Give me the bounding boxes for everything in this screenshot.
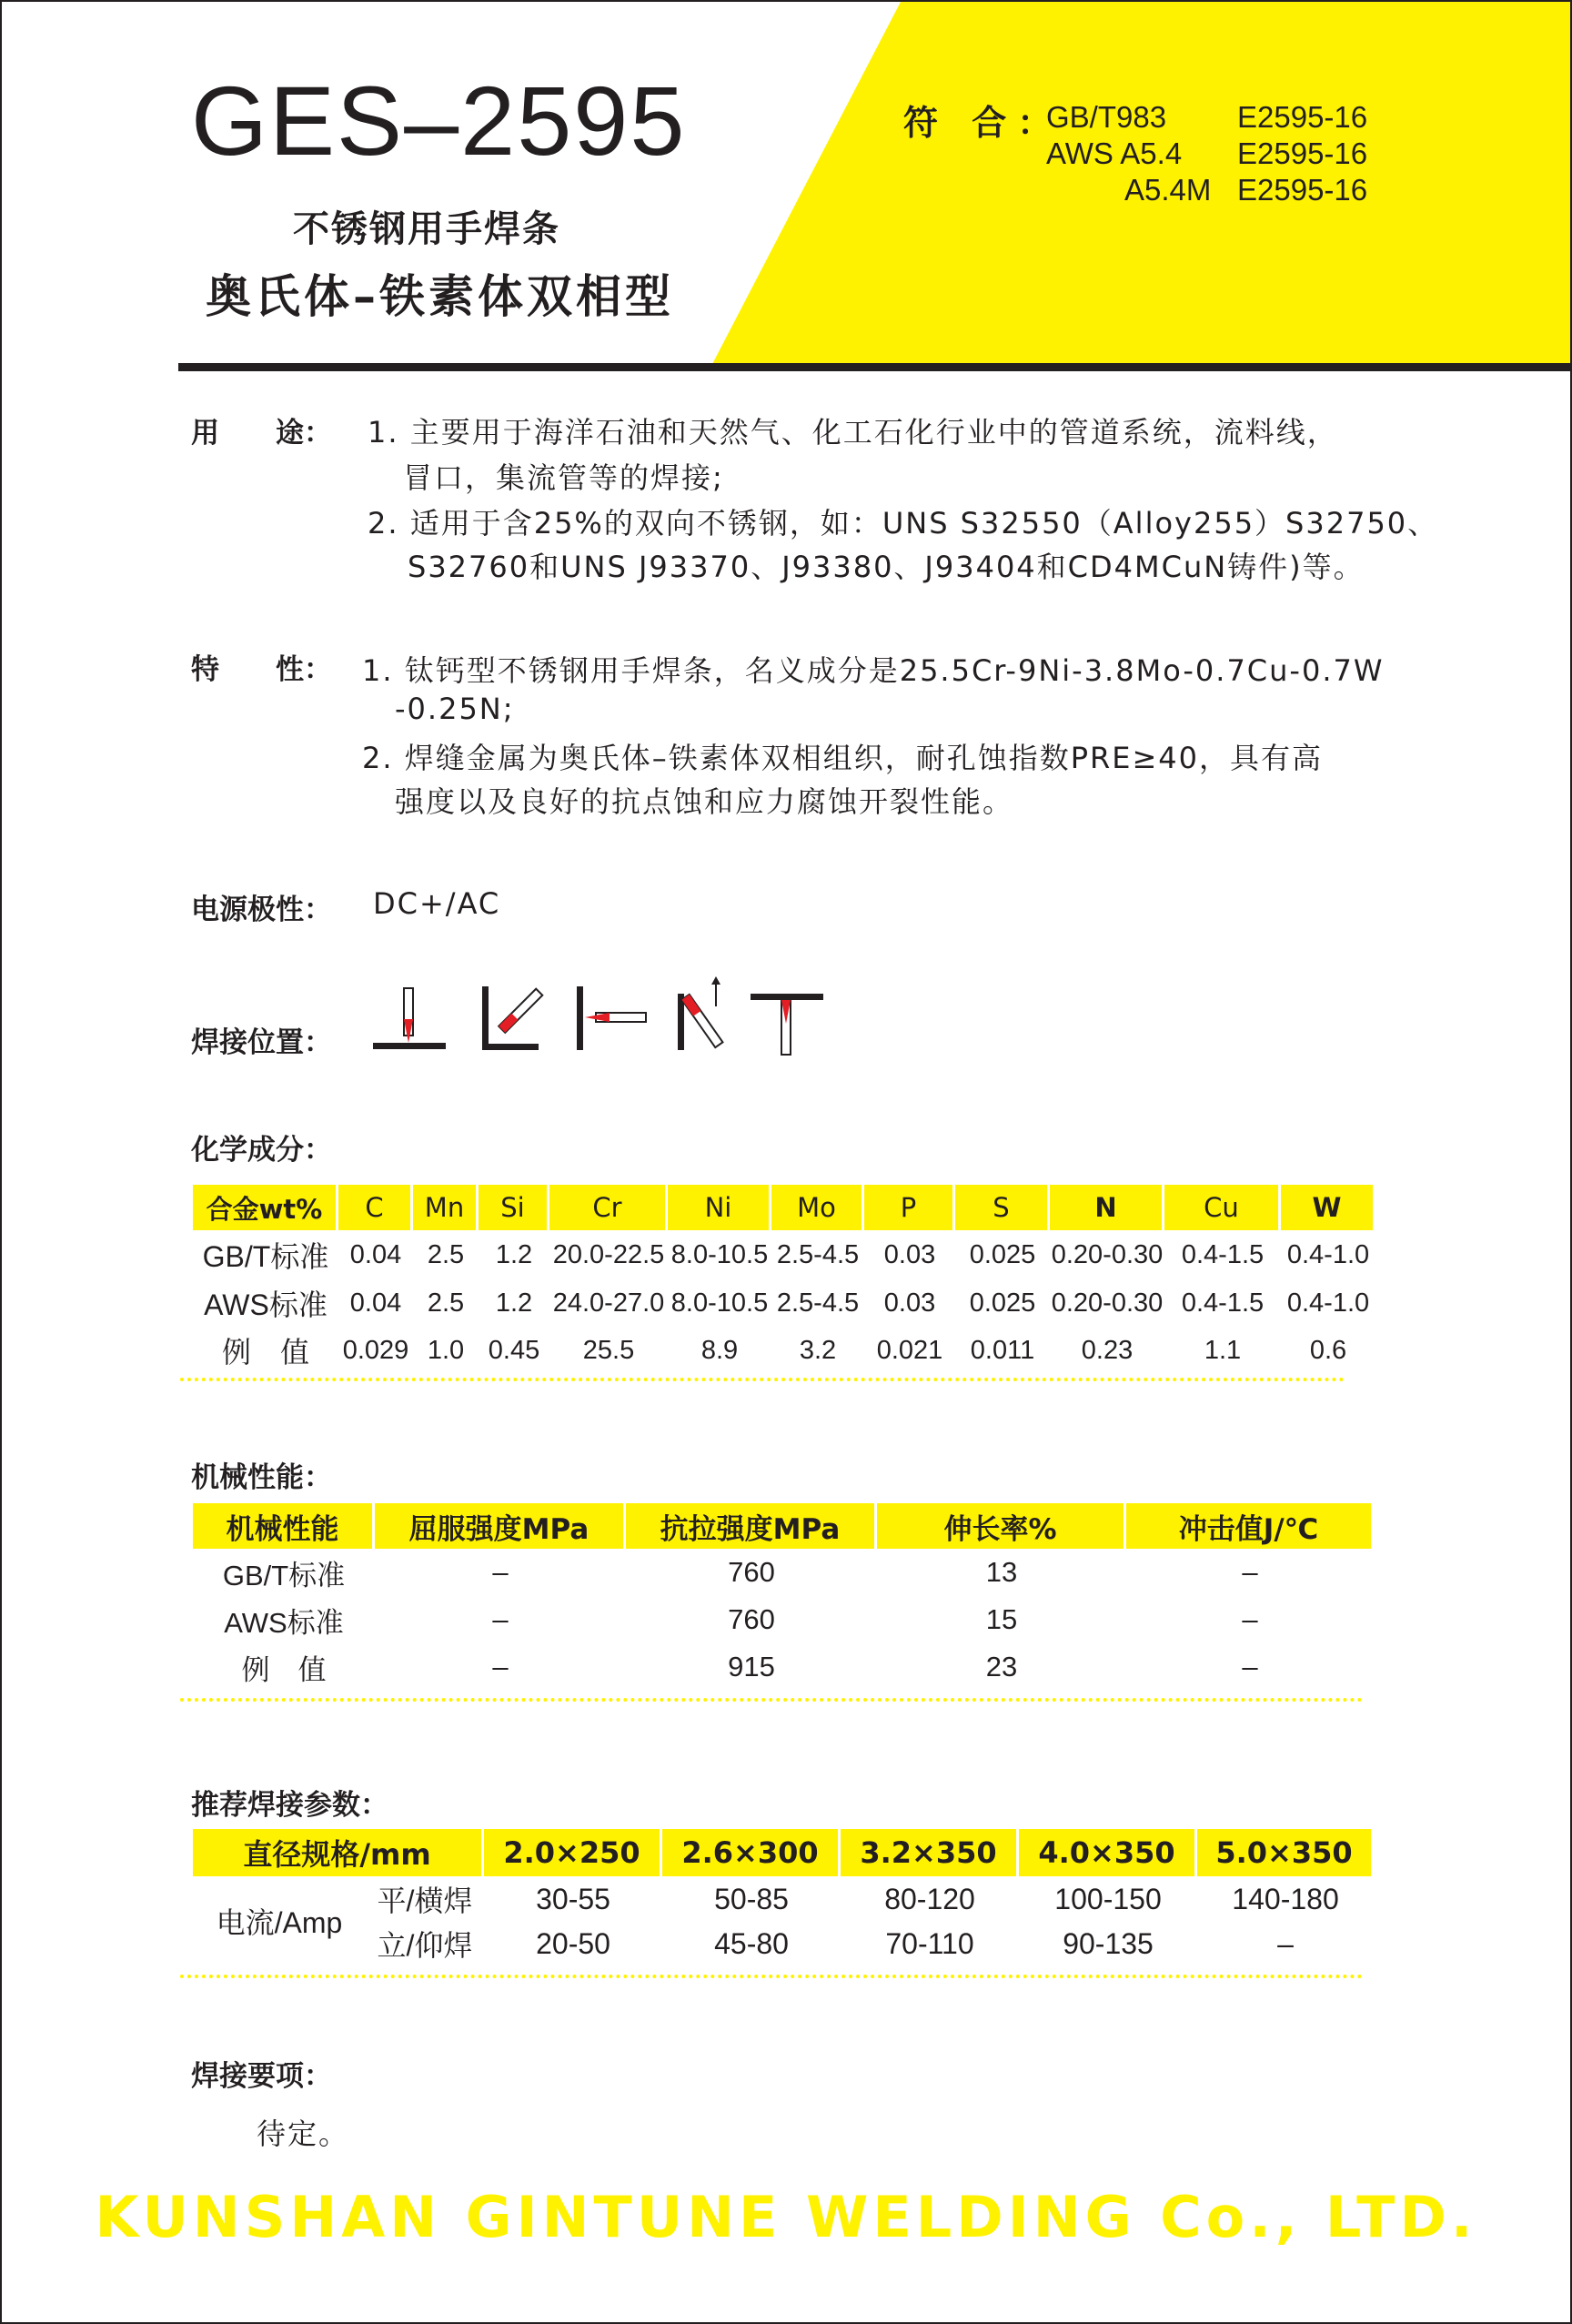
table-cell: 0.4-1.0 — [1286, 1239, 1370, 1269]
table-header: Cu — [1164, 1185, 1281, 1230]
usage-line: 2. 适用于含25%的双向不锈钢，如：UNS S32550（Alloy255）S32750、 — [368, 506, 1439, 541]
table-header: 冲击值J/℃ — [1126, 1503, 1374, 1549]
overhead-position-icon — [751, 994, 823, 1055]
table-cell: 15 — [985, 1603, 1018, 1635]
table-header: 机械性能 — [193, 1503, 375, 1549]
table-header: 直径规格/mm — [193, 1829, 484, 1876]
table-row — [193, 1230, 1376, 1279]
table-cell: 1.2 — [495, 1239, 533, 1269]
table-header: Cr — [549, 1185, 668, 1230]
row-label: GB/T标准 — [202, 1240, 329, 1273]
table-row — [193, 1596, 1374, 1643]
table-header: Mn — [413, 1185, 479, 1230]
usage-line: S32760和UNS J93370、J93380、J93404和CD4MCuN铸件)等。 — [408, 550, 1365, 584]
table-cell: 0.03 — [883, 1239, 936, 1269]
chemical-table — [193, 1185, 1376, 1374]
features-label: 特 性： — [191, 653, 332, 686]
usage-label: 用 途： — [191, 417, 332, 450]
positions-label: 焊接位置： — [191, 1026, 332, 1059]
table-row — [193, 1643, 1374, 1691]
table-header: 合金wt% — [193, 1185, 338, 1230]
table-cell: – — [1277, 1926, 1294, 1960]
table-cell: – — [492, 1556, 509, 1588]
table-header: 2.6×300 — [662, 1829, 841, 1876]
table-cell: 1.0 — [427, 1335, 465, 1365]
notes-label: 焊接要项： — [191, 2060, 332, 2093]
table-header: 3.2×350 — [841, 1829, 1019, 1876]
mechanical-label: 机械性能： — [191, 1461, 332, 1494]
table-row — [193, 1279, 1376, 1327]
row-label: AWS标准 — [224, 1606, 344, 1639]
standard-grade: E2595-16 — [1237, 100, 1368, 134]
table-cell: 45-80 — [714, 1926, 789, 1960]
table-cell: 0.20-0.30 — [1051, 1239, 1164, 1269]
product-title: GES–2595 — [191, 66, 687, 176]
table-cell: 0.011 — [970, 1335, 1035, 1365]
table-cell: 20.0-22.5 — [552, 1239, 665, 1269]
table-cell: 100-150 — [1054, 1882, 1162, 1915]
table-cell: 0.03 — [883, 1288, 936, 1318]
table-header: C — [338, 1185, 413, 1230]
dotted-divider — [180, 1698, 1363, 1702]
row-label: 例 值 — [241, 1653, 327, 1686]
table-cell: 0.4-1.5 — [1181, 1239, 1265, 1269]
table-cell: – — [492, 1603, 509, 1635]
header-divider — [178, 363, 1572, 371]
chemical-label: 化学成分： — [191, 1134, 332, 1167]
params-label: 推荐焊接参数： — [191, 1789, 388, 1822]
table-cell: 0.45 — [488, 1335, 540, 1365]
table-cell: 2.5 — [427, 1288, 465, 1318]
usage-line: 冒口，集流管等的焊接; — [403, 460, 724, 495]
row-label: 例 值 — [221, 1336, 309, 1369]
table-header: W — [1281, 1185, 1376, 1230]
table-cell: 2.5-4.5 — [776, 1239, 860, 1269]
table-cell: 8.0-10.5 — [670, 1288, 769, 1318]
table-header: S — [955, 1185, 1050, 1230]
table-cell: 8.9 — [700, 1335, 739, 1365]
table-cell: 0.4-1.0 — [1286, 1288, 1370, 1318]
params-header-row — [193, 1829, 1374, 1876]
mechanical-table — [193, 1503, 1374, 1691]
table-cell: 20-50 — [536, 1926, 610, 1960]
table-cell: 2.5-4.5 — [776, 1288, 860, 1318]
table-cell: 0.4-1.5 — [1181, 1288, 1265, 1318]
welding-positions-icons — [364, 974, 855, 1074]
product-subtitle: 不锈钢用手焊条 — [293, 208, 560, 250]
table-cell: 0.021 — [876, 1335, 943, 1365]
chemical-header-row — [193, 1185, 1376, 1230]
table-cell: 50-85 — [714, 1882, 789, 1915]
table-header: 5.0×350 — [1197, 1829, 1374, 1876]
standard-grade: E2595-16 — [1237, 173, 1368, 207]
features-line: -0.25N; — [395, 692, 515, 726]
table-cell: 8.0-10.5 — [670, 1239, 769, 1269]
table-cell: 30-55 — [536, 1882, 610, 1915]
table-cell: 13 — [985, 1556, 1018, 1588]
standard-grade: E2595-16 — [1237, 136, 1368, 170]
table-header: 4.0×350 — [1019, 1829, 1197, 1876]
row-label: AWS标准 — [204, 1288, 328, 1321]
usage-line: 1. 主要用于海洋石油和天然气、化工石化行业中的管道系统，流料线， — [368, 415, 1338, 450]
row-label: 平/横焊 — [377, 1884, 473, 1917]
table-header: Si — [479, 1185, 549, 1230]
table-cell: 0.23 — [1081, 1335, 1134, 1365]
table-cell: 0.20-0.30 — [1051, 1288, 1164, 1318]
table-cell: 0.04 — [349, 1239, 402, 1269]
table-header: 伸长率% — [877, 1503, 1126, 1549]
current-label: 电流/Amp — [216, 1906, 343, 1939]
product-type: 奥氏体–铁素体双相型 — [206, 270, 674, 323]
table-header: N — [1050, 1185, 1164, 1230]
table-row — [193, 1549, 1374, 1596]
mechanical-header-row — [193, 1503, 1374, 1549]
table-cell: 3.2 — [799, 1335, 837, 1365]
polarity-value: DC+/AC — [373, 886, 501, 921]
notes-value: 待定。 — [257, 2117, 350, 2151]
features-line: 2. 焊缝金属为奥氏体–铁素体双相组织，耐孔蚀指数PRE≥40，具有高 — [362, 741, 1323, 775]
dotted-divider — [180, 1378, 1345, 1381]
table-cell: 70-110 — [885, 1926, 974, 1960]
table-header: 2.0×250 — [484, 1829, 662, 1876]
table-cell: 0.04 — [349, 1288, 402, 1318]
horizontal-position-icon — [577, 986, 646, 1050]
standard-org: GB/T983 — [1046, 100, 1167, 134]
table-header: Mo — [771, 1185, 864, 1230]
features-line: 1. 钛钙型不锈钢用手焊条，名义成分是25.5Cr-9Ni-3.8Mo-0.7Cu-0.7W — [362, 653, 1385, 688]
standards-label: 符 合： — [903, 103, 1063, 143]
table-cell: 80-120 — [884, 1882, 975, 1915]
table-cell: 915 — [728, 1651, 775, 1682]
standard-org: A5.4M — [1124, 173, 1212, 207]
table-row — [193, 1327, 1376, 1374]
table-cell: 25.5 — [582, 1335, 635, 1365]
dotted-divider — [180, 1975, 1363, 1978]
vertical-up-icon — [678, 976, 722, 1050]
table-cell: 0.025 — [969, 1239, 1036, 1269]
features-line: 强度以及良好的抗点蚀和应力腐蚀开裂性能。 — [395, 784, 1014, 819]
table-cell: 760 — [728, 1603, 775, 1635]
table-cell: 1.1 — [1204, 1335, 1242, 1365]
table-cell: – — [1242, 1651, 1258, 1682]
table-cell: – — [1242, 1556, 1258, 1588]
table-header: Ni — [668, 1185, 771, 1230]
table-cell: 140-180 — [1232, 1882, 1339, 1915]
row-label: GB/T标准 — [222, 1559, 346, 1591]
table-cell: 0.025 — [969, 1288, 1036, 1318]
table-cell: 760 — [728, 1556, 775, 1588]
horizontal-fillet-icon — [482, 986, 542, 1050]
table-cell: 23 — [985, 1651, 1018, 1682]
table-cell: – — [1242, 1603, 1258, 1635]
table-row — [193, 1922, 1374, 1965]
polarity-label: 电源极性： — [191, 894, 332, 926]
table-header: 抗拉强度MPa — [626, 1503, 877, 1549]
row-label: 立/仰焊 — [377, 1929, 473, 1962]
params-table — [193, 1829, 1374, 1965]
flat-position-icon — [373, 988, 446, 1049]
company-name: KUNSHAN GINTUNE WELDING Co., LTD. — [95, 2184, 1477, 2250]
standard-org: AWS A5.4 — [1046, 136, 1183, 170]
table-cell: – — [492, 1651, 509, 1682]
table-row — [193, 1876, 1374, 1922]
table-cell: 0.6 — [1309, 1335, 1347, 1365]
table-cell: 24.0-27.0 — [552, 1288, 665, 1318]
table-cell: 90-135 — [1063, 1926, 1154, 1960]
table-header: P — [864, 1185, 955, 1230]
table-header: 屈服强度MPa — [375, 1503, 626, 1549]
table-cell: 1.2 — [495, 1288, 533, 1318]
table-cell: 2.5 — [427, 1239, 465, 1269]
table-cell: 0.029 — [342, 1335, 409, 1365]
